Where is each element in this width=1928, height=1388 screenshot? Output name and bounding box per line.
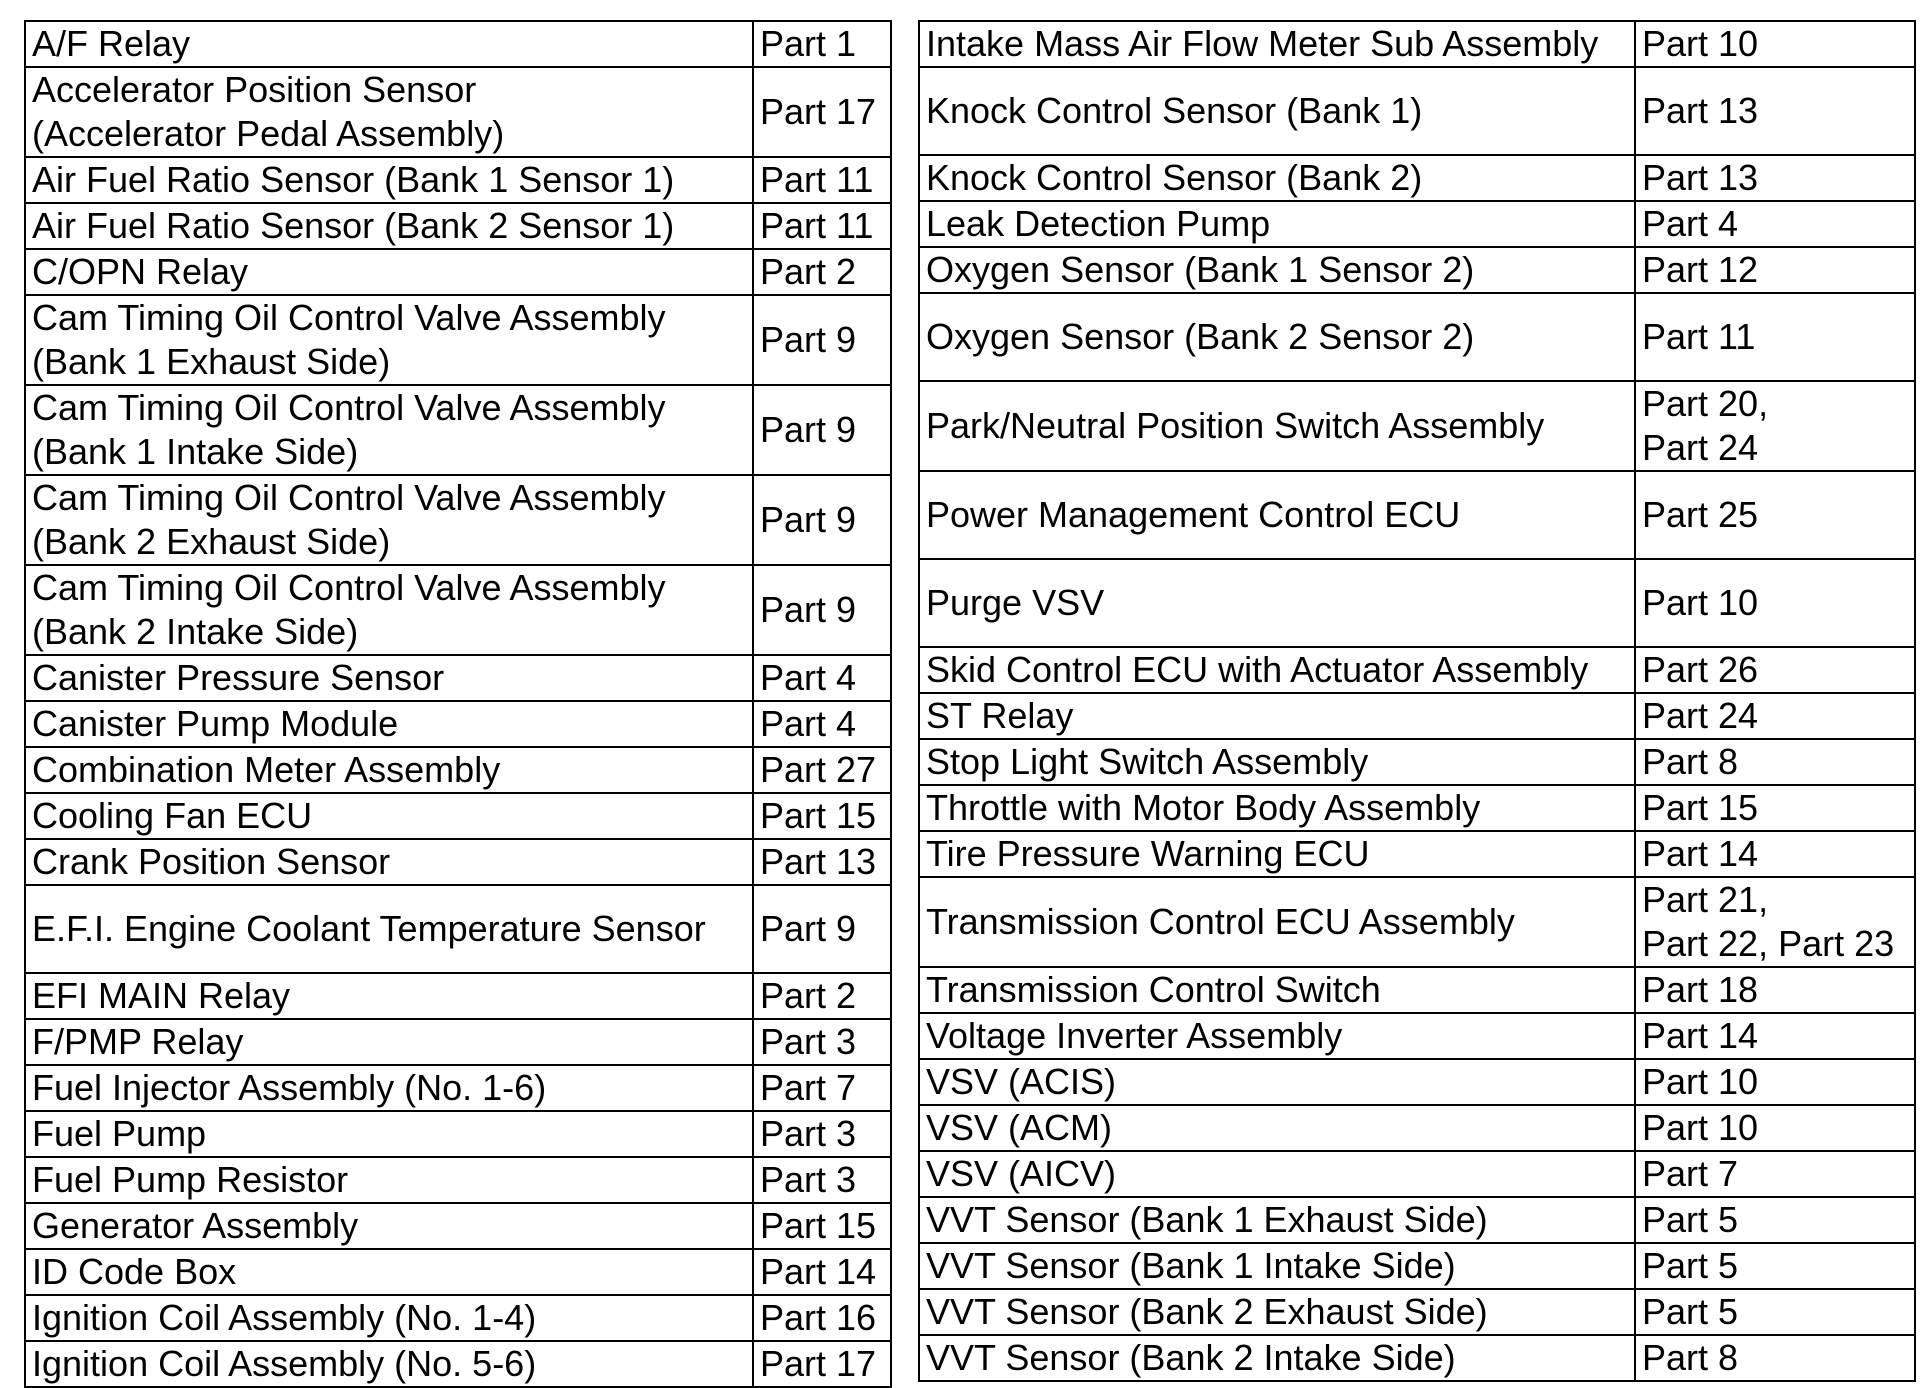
table-row (919, 1013, 1915, 1059)
table-row (919, 785, 1915, 831)
part-reference-line: Part 13 (1642, 157, 1759, 198)
component-name-line: Air Fuel Ratio Sensor (Bank 1 Sensor 1) (32, 159, 675, 200)
part-reference-line: Part 27 (760, 749, 877, 790)
component-name-line: Cam Timing Oil Control Valve Assembly (32, 477, 666, 518)
part-reference-line: Part 10 (1642, 1107, 1759, 1148)
component-name-cell (25, 1249, 753, 1295)
component-name-cell (25, 157, 753, 203)
table-row (919, 1243, 1915, 1289)
component-name-line: Transmission Control ECU Assembly (926, 901, 1515, 942)
component-name-line: Tire Pressure Warning ECU (926, 833, 1370, 874)
component-name-cell (25, 655, 753, 701)
part-reference-cell (753, 203, 891, 249)
part-reference-cell (753, 839, 891, 885)
table-row (25, 1157, 891, 1203)
component-name-cell (25, 203, 753, 249)
component-name-cell (25, 385, 753, 475)
component-name-cell (919, 471, 1635, 559)
part-reference-cell (753, 973, 891, 1019)
component-name-cell (25, 1019, 753, 1065)
part-reference-cell (753, 565, 891, 655)
table-row (919, 381, 1915, 471)
component-name-line: (Bank 2 Exhaust Side) (32, 521, 391, 562)
table-row (25, 1249, 891, 1295)
part-reference-cell (1635, 1289, 1915, 1335)
component-name-cell (25, 21, 753, 67)
part-reference-line: Part 26 (1642, 649, 1759, 690)
component-name-line: Cam Timing Oil Control Valve Assembly (32, 297, 666, 338)
table-row (919, 67, 1915, 155)
part-reference-line: Part 7 (760, 1067, 857, 1108)
table-row (25, 655, 891, 701)
component-name-line: Cam Timing Oil Control Valve Assembly (32, 567, 666, 608)
table-row (25, 1341, 891, 1387)
part-reference-line: Part 16 (760, 1297, 877, 1338)
part-reference-cell (1635, 831, 1915, 877)
component-name-line: Stop Light Switch Assembly (926, 741, 1369, 782)
component-name-line: ID Code Box (32, 1251, 237, 1292)
component-name-line: Ignition Coil Assembly (No. 1-4) (32, 1297, 537, 1338)
component-name-line: Generator Assembly (32, 1205, 359, 1246)
part-reference-line: Part 9 (760, 319, 857, 360)
component-name-cell (25, 747, 753, 793)
part-reference-line: Part 15 (760, 795, 877, 836)
component-name-cell (25, 1341, 753, 1387)
component-name-line: VSV (ACIS) (926, 1061, 1117, 1102)
part-reference-line: Part 11 (760, 159, 874, 200)
part-reference-cell (1635, 21, 1915, 67)
table-row (919, 201, 1915, 247)
part-reference-cell (1635, 1197, 1915, 1243)
part-reference-line: Part 13 (1642, 90, 1759, 131)
component-name-line: Fuel Pump Resistor (32, 1159, 349, 1200)
component-name-cell (919, 201, 1635, 247)
component-name-line: ST Relay (926, 695, 1074, 736)
component-name-line: A/F Relay (32, 23, 191, 64)
table-row (25, 249, 891, 295)
component-name-cell (919, 1105, 1635, 1151)
table-row (919, 1059, 1915, 1105)
part-reference-cell (753, 1019, 891, 1065)
component-name-cell (919, 1151, 1635, 1197)
component-name-cell (919, 381, 1635, 471)
part-reference-line: Part 8 (1642, 1337, 1739, 1378)
part-reference-line: Part 3 (760, 1159, 857, 1200)
component-name-cell (919, 1059, 1635, 1105)
component-name-line: Combination Meter Assembly (32, 749, 501, 790)
component-name-cell (919, 647, 1635, 693)
component-name-line: Leak Detection Pump (926, 203, 1271, 244)
part-reference-cell (1635, 877, 1915, 967)
part-reference-cell (753, 885, 891, 973)
parts-table-right-body (919, 21, 1915, 1381)
component-name-line: Cam Timing Oil Control Valve Assembly (32, 387, 666, 428)
part-reference-line: Part 17 (760, 1343, 877, 1384)
component-name-cell (919, 247, 1635, 293)
table-row (919, 247, 1915, 293)
table-row (919, 471, 1915, 559)
component-name-cell (919, 877, 1635, 967)
component-name-cell (919, 1335, 1635, 1381)
part-reference-cell (1635, 967, 1915, 1013)
part-reference-cell (1635, 1105, 1915, 1151)
part-reference-line: Part 8 (1642, 741, 1739, 782)
table-row (25, 385, 891, 475)
component-name-line: Throttle with Motor Body Assembly (926, 787, 1481, 828)
part-reference-line: Part 10 (1642, 23, 1759, 64)
component-name-line: Fuel Pump (32, 1113, 207, 1154)
part-reference-cell (1635, 247, 1915, 293)
part-reference-cell (753, 655, 891, 701)
component-name-line: VSV (AICV) (926, 1153, 1117, 1194)
table-row (919, 1151, 1915, 1197)
part-reference-line: Part 4 (760, 703, 857, 744)
part-reference-cell (753, 1111, 891, 1157)
component-name-line: Skid Control ECU with Actuator Assembly (926, 649, 1589, 690)
part-reference-cell (753, 1203, 891, 1249)
component-name-line: VVT Sensor (Bank 2 Exhaust Side) (926, 1291, 1488, 1332)
component-name-line: Accelerator Position Sensor (32, 69, 477, 110)
component-name-line: Cooling Fan ECU (32, 795, 313, 836)
part-reference-cell (753, 157, 891, 203)
component-name-cell (919, 739, 1635, 785)
component-name-cell (25, 701, 753, 747)
component-name-line: Power Management Control ECU (926, 494, 1461, 535)
part-reference-cell (753, 1157, 891, 1203)
part-reference-cell (753, 475, 891, 565)
part-reference-line: Part 3 (760, 1021, 857, 1062)
component-name-cell (25, 1065, 753, 1111)
table-row (25, 973, 891, 1019)
part-reference-line: Part 5 (1642, 1199, 1739, 1240)
table-row (25, 1065, 891, 1111)
table-row (919, 967, 1915, 1013)
table-row (25, 1019, 891, 1065)
component-name-cell (919, 155, 1635, 201)
part-reference-cell (753, 21, 891, 67)
component-name-cell (25, 839, 753, 885)
part-reference-cell (1635, 471, 1915, 559)
table-row (25, 839, 891, 885)
part-reference-line: Part 12 (1642, 249, 1759, 290)
part-reference-line: Part 9 (760, 499, 857, 540)
table-row (25, 747, 891, 793)
part-reference-line: Part 25 (1642, 494, 1759, 535)
table-row (25, 475, 891, 565)
part-reference-cell (753, 1341, 891, 1387)
table-row (919, 21, 1915, 67)
component-name-line: Transmission Control Switch (926, 969, 1381, 1010)
part-reference-line: Part 9 (760, 908, 857, 949)
component-name-line: E.F.I. Engine Coolant Temperature Sensor (32, 908, 706, 949)
component-name-cell (919, 693, 1635, 739)
part-reference-line: Part 14 (760, 1251, 877, 1292)
component-name-cell (25, 295, 753, 385)
part-reference-line: Part 11 (760, 205, 874, 246)
component-name-line: Knock Control Sensor (Bank 2) (926, 157, 1423, 198)
part-reference-cell (753, 385, 891, 475)
table-row (25, 885, 891, 973)
part-reference-line: Part 18 (1642, 969, 1759, 1010)
part-reference-line: Part 9 (760, 409, 857, 450)
part-reference-line: Part 5 (1642, 1291, 1739, 1332)
part-reference-line: Part 24 (1642, 427, 1759, 468)
component-name-line: Oxygen Sensor (Bank 1 Sensor 2) (926, 249, 1475, 290)
part-reference-cell (1635, 1013, 1915, 1059)
part-reference-line: Part 22, Part 23 (1642, 923, 1895, 964)
table-row (25, 1203, 891, 1249)
component-name-cell (919, 21, 1635, 67)
parts-table-left (24, 20, 892, 1388)
part-reference-line: Part 3 (760, 1113, 857, 1154)
component-name-line: C/OPN Relay (32, 251, 249, 292)
part-reference-line: Part 17 (760, 91, 877, 132)
part-reference-cell (1635, 381, 1915, 471)
part-reference-cell (1635, 67, 1915, 155)
component-name-line: (Bank 2 Intake Side) (32, 611, 359, 652)
part-reference-cell (1635, 1151, 1915, 1197)
table-row (25, 565, 891, 655)
part-reference-cell (753, 295, 891, 385)
part-reference-cell (1635, 201, 1915, 247)
part-reference-cell (1635, 1059, 1915, 1105)
component-name-line: EFI MAIN Relay (32, 975, 291, 1016)
component-name-line: Knock Control Sensor (Bank 1) (926, 90, 1423, 131)
part-reference-cell (1635, 785, 1915, 831)
part-reference-line: Part 1 (760, 23, 857, 64)
component-name-cell (25, 1111, 753, 1157)
component-name-line: Ignition Coil Assembly (No. 5-6) (32, 1343, 537, 1384)
part-reference-line: Part 10 (1642, 1061, 1759, 1102)
table-row (919, 1289, 1915, 1335)
part-reference-cell (753, 249, 891, 295)
table-row (919, 647, 1915, 693)
table-row (919, 739, 1915, 785)
part-reference-cell (753, 1249, 891, 1295)
part-reference-line: Part 2 (760, 975, 857, 1016)
component-name-cell (919, 785, 1635, 831)
part-reference-line: Part 4 (760, 657, 857, 698)
part-reference-cell (753, 793, 891, 839)
component-name-line: Canister Pressure Sensor (32, 657, 445, 698)
component-name-cell (919, 293, 1635, 381)
component-name-line: Voltage Inverter Assembly (926, 1015, 1343, 1056)
table-row (25, 1111, 891, 1157)
component-name-cell (919, 1197, 1635, 1243)
table-row (919, 1105, 1915, 1151)
part-reference-cell (753, 747, 891, 793)
table-row (919, 1335, 1915, 1381)
part-reference-line: Part 10 (1642, 582, 1759, 623)
part-reference-line: Part 15 (1642, 787, 1759, 828)
component-name-cell (25, 793, 753, 839)
component-name-cell (25, 475, 753, 565)
component-name-cell (25, 67, 753, 157)
part-reference-cell (753, 1295, 891, 1341)
component-name-cell (25, 1157, 753, 1203)
part-reference-line: Part 4 (1642, 203, 1739, 244)
part-reference-cell (1635, 155, 1915, 201)
parts-table-left-body (25, 21, 891, 1387)
part-reference-cell (753, 67, 891, 157)
table-row (919, 559, 1915, 647)
component-name-line: Oxygen Sensor (Bank 2 Sensor 2) (926, 316, 1475, 357)
table-row (919, 693, 1915, 739)
component-name-line: (Bank 1 Exhaust Side) (32, 341, 391, 382)
table-row (25, 295, 891, 385)
part-reference-cell (1635, 293, 1915, 381)
part-reference-line: Part 7 (1642, 1153, 1739, 1194)
part-reference-line: Part 24 (1642, 695, 1759, 736)
component-name-cell (919, 1289, 1635, 1335)
component-name-line: VVT Sensor (Bank 1 Exhaust Side) (926, 1199, 1488, 1240)
component-name-line: Canister Pump Module (32, 703, 399, 744)
component-name-line: Crank Position Sensor (32, 841, 391, 882)
part-reference-cell (1635, 739, 1915, 785)
component-name-cell (919, 831, 1635, 877)
component-name-line: VVT Sensor (Bank 2 Intake Side) (926, 1337, 1456, 1378)
component-name-line: VVT Sensor (Bank 1 Intake Side) (926, 1245, 1456, 1286)
table-row (25, 203, 891, 249)
part-reference-line: Part 2 (760, 251, 857, 292)
table-row (25, 701, 891, 747)
part-reference-cell (1635, 559, 1915, 647)
table-row (25, 21, 891, 67)
table-row (919, 877, 1915, 967)
table-row (919, 831, 1915, 877)
part-reference-line: Part 14 (1642, 1015, 1759, 1056)
part-reference-cell (1635, 1243, 1915, 1289)
table-row (25, 157, 891, 203)
parts-table-right (918, 20, 1916, 1382)
table-row (25, 1295, 891, 1341)
part-reference-line: Part 14 (1642, 833, 1759, 874)
part-reference-line: Part 20, (1642, 383, 1769, 424)
component-name-cell (919, 67, 1635, 155)
component-name-cell (25, 1203, 753, 1249)
part-reference-line: Part 13 (760, 841, 877, 882)
component-name-cell (25, 565, 753, 655)
component-name-cell (919, 1013, 1635, 1059)
table-row (919, 1197, 1915, 1243)
table-row (25, 67, 891, 157)
table-row (919, 293, 1915, 381)
part-reference-cell (753, 1065, 891, 1111)
component-name-line: Intake Mass Air Flow Meter Sub Assembly (926, 23, 1599, 64)
part-reference-cell (1635, 1335, 1915, 1381)
component-name-cell (919, 967, 1635, 1013)
part-reference-cell (1635, 693, 1915, 739)
component-name-cell (25, 885, 753, 973)
component-name-line: (Accelerator Pedal Assembly) (32, 113, 505, 154)
part-reference-cell (1635, 647, 1915, 693)
table-row (25, 793, 891, 839)
component-name-cell (25, 973, 753, 1019)
component-name-line: Purge VSV (926, 582, 1105, 623)
component-name-cell (25, 249, 753, 295)
part-reference-line: Part 5 (1642, 1245, 1739, 1286)
component-name-line: Park/Neutral Position Switch Assembly (926, 405, 1545, 446)
component-name-cell (25, 1295, 753, 1341)
component-name-line: VSV (ACM) (926, 1107, 1113, 1148)
part-reference-line: Part 9 (760, 589, 857, 630)
part-reference-line: Part 15 (760, 1205, 877, 1246)
part-reference-line: Part 21, (1642, 879, 1769, 920)
component-name-cell (919, 559, 1635, 647)
component-name-line: Fuel Injector Assembly (No. 1-6) (32, 1067, 547, 1108)
part-reference-line: Part 11 (1642, 316, 1756, 357)
part-reference-cell (753, 701, 891, 747)
component-name-line: Air Fuel Ratio Sensor (Bank 2 Sensor 1) (32, 205, 675, 246)
component-name-cell (919, 1243, 1635, 1289)
table-row (919, 155, 1915, 201)
component-name-line: F/PMP Relay (32, 1021, 244, 1062)
component-name-line: (Bank 1 Intake Side) (32, 431, 359, 472)
